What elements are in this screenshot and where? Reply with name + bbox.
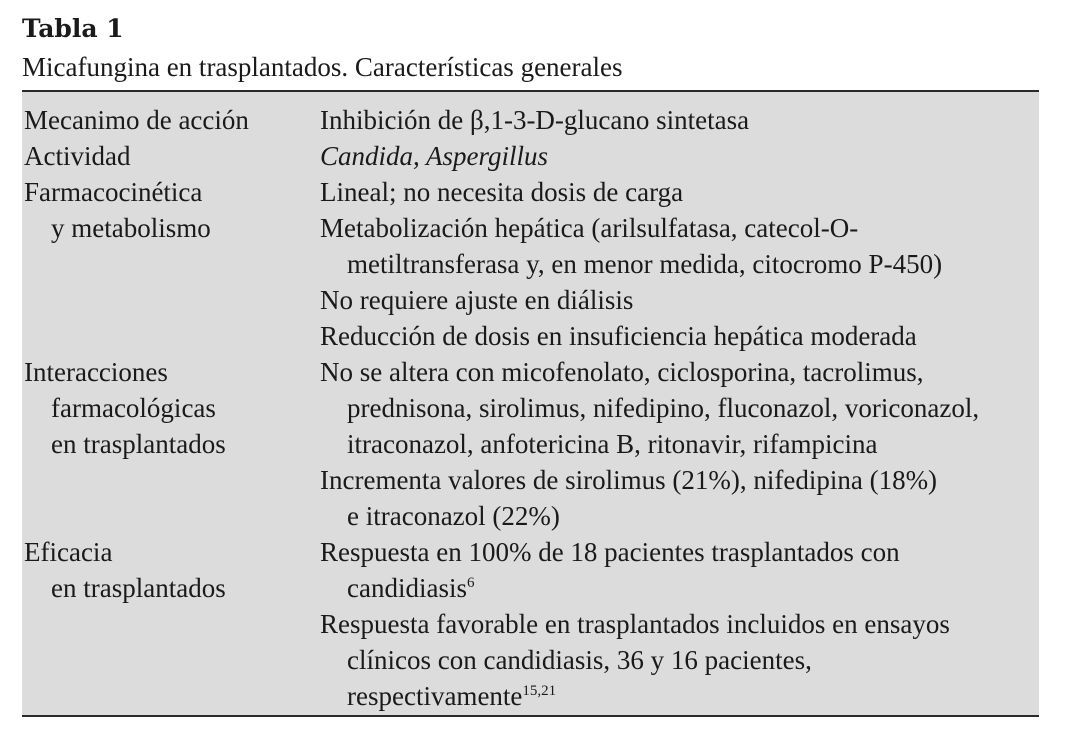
row-content (320, 534, 1035, 714)
row-content (320, 102, 1035, 138)
row-content-line: Candida, Aspergillus (320, 141, 549, 171)
row-label-line: Actividad (24, 141, 131, 171)
row-label (24, 138, 314, 174)
row-label-line: Farmacocinética (24, 177, 203, 207)
row-label-line: farmacológicas (51, 393, 216, 423)
row-content (320, 138, 1035, 174)
row-content-line (320, 678, 1035, 714)
row-label-line: Interacciones (24, 357, 168, 387)
row-content-line: prednisona, sirolimus, nifedipino, fluconazol, voriconazol, (347, 393, 980, 423)
row-label (24, 102, 314, 138)
row-content (320, 174, 1035, 354)
table-body (22, 90, 1039, 717)
row-content-line: Inhibición de β,1-3-D-glucano sintetasa (320, 105, 750, 135)
row-label (24, 174, 314, 246)
row-label-line: Mecanimo de acción (24, 105, 249, 135)
row-content-line: metiltransferasa y, en menor medida, citocromo P-450) (347, 249, 943, 279)
reference-superscript: 6 (466, 575, 475, 591)
row-content-line: clínicos con candidiasis, 36 y 16 pacientes, (347, 645, 812, 675)
row-content-line: Metabolización hepática (arilsulfatasa, catecol-O- (320, 213, 859, 243)
row-label (24, 354, 314, 462)
row-label-line: Eficacia (24, 537, 113, 567)
row-content-line: itraconazol, anfotericina B, ritonavir, rifampicina (347, 429, 878, 459)
row-label-line: y metabolismo (51, 213, 211, 243)
reference-superscript: 15,21 (522, 683, 557, 699)
row-content-text: respectivamente (347, 681, 523, 711)
row-content-line: Respuesta en 100% de 18 pacientes trasplantados con (320, 537, 900, 567)
row-label (24, 534, 314, 606)
row-content-line: Reducción de dosis en insuficiencia hepática moderada (320, 321, 917, 351)
row-content-line (320, 570, 1035, 606)
row-content-line: e itraconazol (22%) (347, 501, 560, 531)
row-content (320, 354, 1035, 534)
row-content-line: No requiere ajuste en diálisis (320, 285, 634, 315)
row-content-line: Incrementa valores de sirolimus (21%), nifedipina (18%) (320, 465, 938, 495)
row-content-line: Lineal; no necesita dosis de carga (320, 177, 684, 207)
row-content-text: candidiasis (347, 573, 467, 603)
table-label: Tabla 1 (22, 14, 124, 43)
row-label-line: en trasplantados (51, 573, 226, 603)
row-content-line: No se altera con micofenolato, ciclosporina, tacrolimus, (320, 357, 924, 387)
table-caption: Micafungina en trasplantados. Características generales (22, 52, 623, 82)
row-label-line: en trasplantados (51, 429, 226, 459)
row-content-line: Respuesta favorable en trasplantados incluidos en ensayos (320, 609, 950, 639)
